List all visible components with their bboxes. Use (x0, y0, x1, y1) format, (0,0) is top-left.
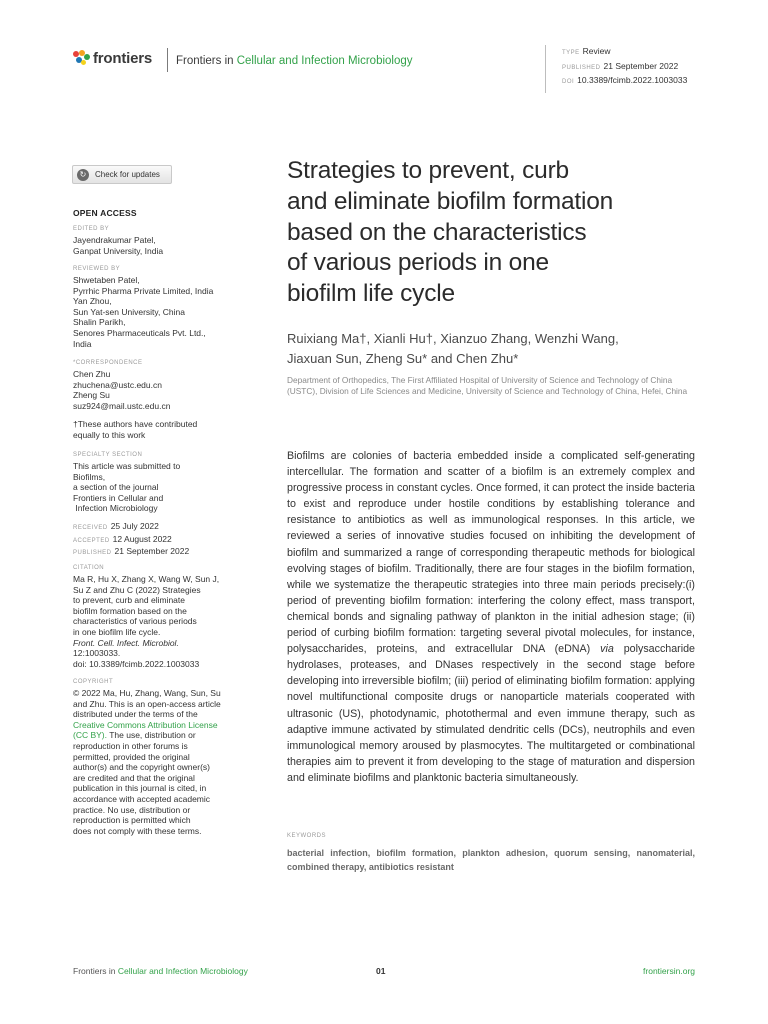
affiliation: Department of Orthopedics, The First Affiliated Hospital of University of Science and Technology of China (USTC), Division of Life Sciences and Medicine, University of Science and Technology of China, Hefei, China (287, 375, 688, 397)
email-link[interactable]: suz924@mail.ustc.edu.cn (73, 400, 171, 411)
correspondence-section (73, 359, 243, 411)
reviewed-by-text: Shwetaben Patel, Pyrrhic Pharma Private Limited, India Yan Zhou, Sun Yat-sen University, China Shalin Parikh, Senores Pharmaceuticals Pvt. Ltd., India (73, 275, 214, 349)
keywords: bacterial infection, biofilm formation, plankton adhesion, quorum sensing, nanomaterial, combined therapy, antibiotics resistant (287, 848, 695, 872)
logo-text: frontiers (93, 50, 153, 67)
author-list: Ruixiang Ma†, Xianli Hu†, Xianzuo Zhang, Wenzhi Wang, Jiaxuan Sun, Zheng Su* and Chen Zhu* (287, 331, 619, 366)
edited-by-text: Jayendrakumar Patel, Ganpat University, India (73, 235, 164, 256)
received-date: RECEIVED 25 July 2022 (73, 521, 159, 531)
meta-type: TYPE Review (562, 46, 611, 56)
license-link[interactable]: Creative Commons Attribution License (73, 719, 218, 730)
page-number: 01 (376, 966, 386, 976)
citation-text: Ma R, Hu X, Zhang X, Wang W, Sun J, Su Z and Zhu C (2022) Strategies to prevent, curb and eliminate biofilm formation based on the characteristics of various periods in one biofilm life cycle. Front. Cell. Infect. Microbiol. 12:1003033. doi: 10.3389/fcimb.2022.1003033 (73, 574, 220, 669)
reviewed-by-label: REVIEWED BY (73, 266, 121, 272)
copyright-section (73, 678, 243, 836)
check-for-updates-label: Check for updates (95, 170, 160, 179)
header-divider (167, 48, 168, 72)
copyright-label: COPYRIGHT (73, 679, 114, 685)
specialty-label: SPECIALTY SECTION (73, 452, 143, 458)
citation-label: CITATION (73, 565, 105, 571)
frontiers-logo-icon (73, 50, 90, 67)
frontiers-logo[interactable] (73, 50, 152, 67)
article-title: Strategies to prevent, curb and eliminate biofilm formation based on the characteristics of various periods in one biofilm life cycle (287, 157, 614, 308)
meta-published: PUBLISHED 21 September 2022 (562, 60, 679, 71)
correspondence-label: *CORRESPONDENCE (73, 360, 143, 366)
published-date: PUBLISHED 21 September 2022 (73, 546, 190, 557)
accepted-date: ACCEPTED 12 August 2022 (73, 533, 172, 544)
dates-section (73, 521, 243, 559)
update-icon: ↻ (77, 169, 89, 181)
meta-doi[interactable]: DOI 10.3389/fcimb.2022.1003033 (562, 75, 688, 85)
journal-name[interactable] (176, 55, 413, 67)
specialty-text: This article was submitted to Biofilms, a section of the journal Frontiers in Cellular and Infection Microbiology (73, 461, 181, 514)
open-access-label: OPEN ACCESS (73, 208, 137, 218)
correspondence-text: Chen Zhu zhuchena@ustc.edu.cn Zheng Su suz924@mail.ustc.edu.cn (73, 369, 243, 411)
citation-section (73, 564, 243, 669)
keywords-label: KEYWORDS (287, 833, 327, 839)
edited-by-section (73, 225, 243, 256)
journal-title: Cellular and Infection Microbiology (236, 55, 413, 67)
footer-journal[interactable]: Frontiers in Cellular and Infection Microbiology (73, 966, 248, 976)
journal-prefix: Frontiers in (176, 55, 234, 67)
copyright-text: © 2022 Ma, Hu, Zhang, Wang, Sun, Su and Zhu. This is an open-access article distributed under the terms of the Creative Commons Attribution License (CC BY). The use, distribution or reproduction in other forums is permitted, provided the original author(s) and the copyright owner(s) are credited and that the original publication in this journal is cited, in accordance with accepted academic practice. No use, distribution or reproduction is permitted which does not comply with these terms. (73, 688, 243, 836)
email-link[interactable]: zhuchena@ustc.edu.cn (73, 379, 162, 390)
check-for-updates-button[interactable] (72, 165, 172, 184)
license-link-short[interactable]: (CC BY). (73, 730, 107, 741)
reviewed-by-section (73, 265, 243, 349)
abstract: Biofilms are colonies of bacteria embedded inside a complicated self-generating intercellular. The formation and scatter of a biofilm is an extremely complex and progressive process in constant cycles. Once formed, it can protect the inside bacteria to exist and reproduce under hostile conditions by establishing tolerance and resistance to antibiotics as well as immunological responses. In this article, we reviewed a series of innovative studies focused on inhibiting the development of biofilm and summarized a range of corresponding therapeutic methods for biological evolving stages of biofilm. Traditionally, there are four stages in the biofilm formation, while we systematize the therapeutic strategies into three main periods precisely:(i) period of preventing biofilm formation: interfering the colony effect, mass transport, chemical bonds and signaling pathway of plankton in the initial adhesion stage; (ii) period of curbing biofilm formation: targeting several pivotal molecules, for instance, polysaccharides, proteins, and extracellular DNA (eDNA) via polysaccharide hydrolases, proteases, and DNases respectively in the second stage before developing into irreversible biofilm; (iii) period of eliminating biofilm formation: applying novel multifunctional composite drugs or nanoparticle materials cooperated with ultrasonic (US), photodynamic, photothermal and even immune therapy, such as adaptive immune activated by stimulated dendritic cells (DCs), neutrophils and even immunological memory aroused by plasmocytes. The multitargeted or combinational therapies aim to prevent it from developing to the stage of maturation and dispersion and eliminate biofilms and planktonic bacteria simultaneously. (287, 450, 695, 784)
footer-site-link[interactable]: frontiersin.org (643, 966, 695, 976)
edited-by-label: EDITED BY (73, 226, 110, 232)
article-meta (545, 45, 687, 93)
specialty-section (73, 451, 243, 514)
equal-contribution-note: †These authors have contributed equally to this work (73, 419, 198, 440)
